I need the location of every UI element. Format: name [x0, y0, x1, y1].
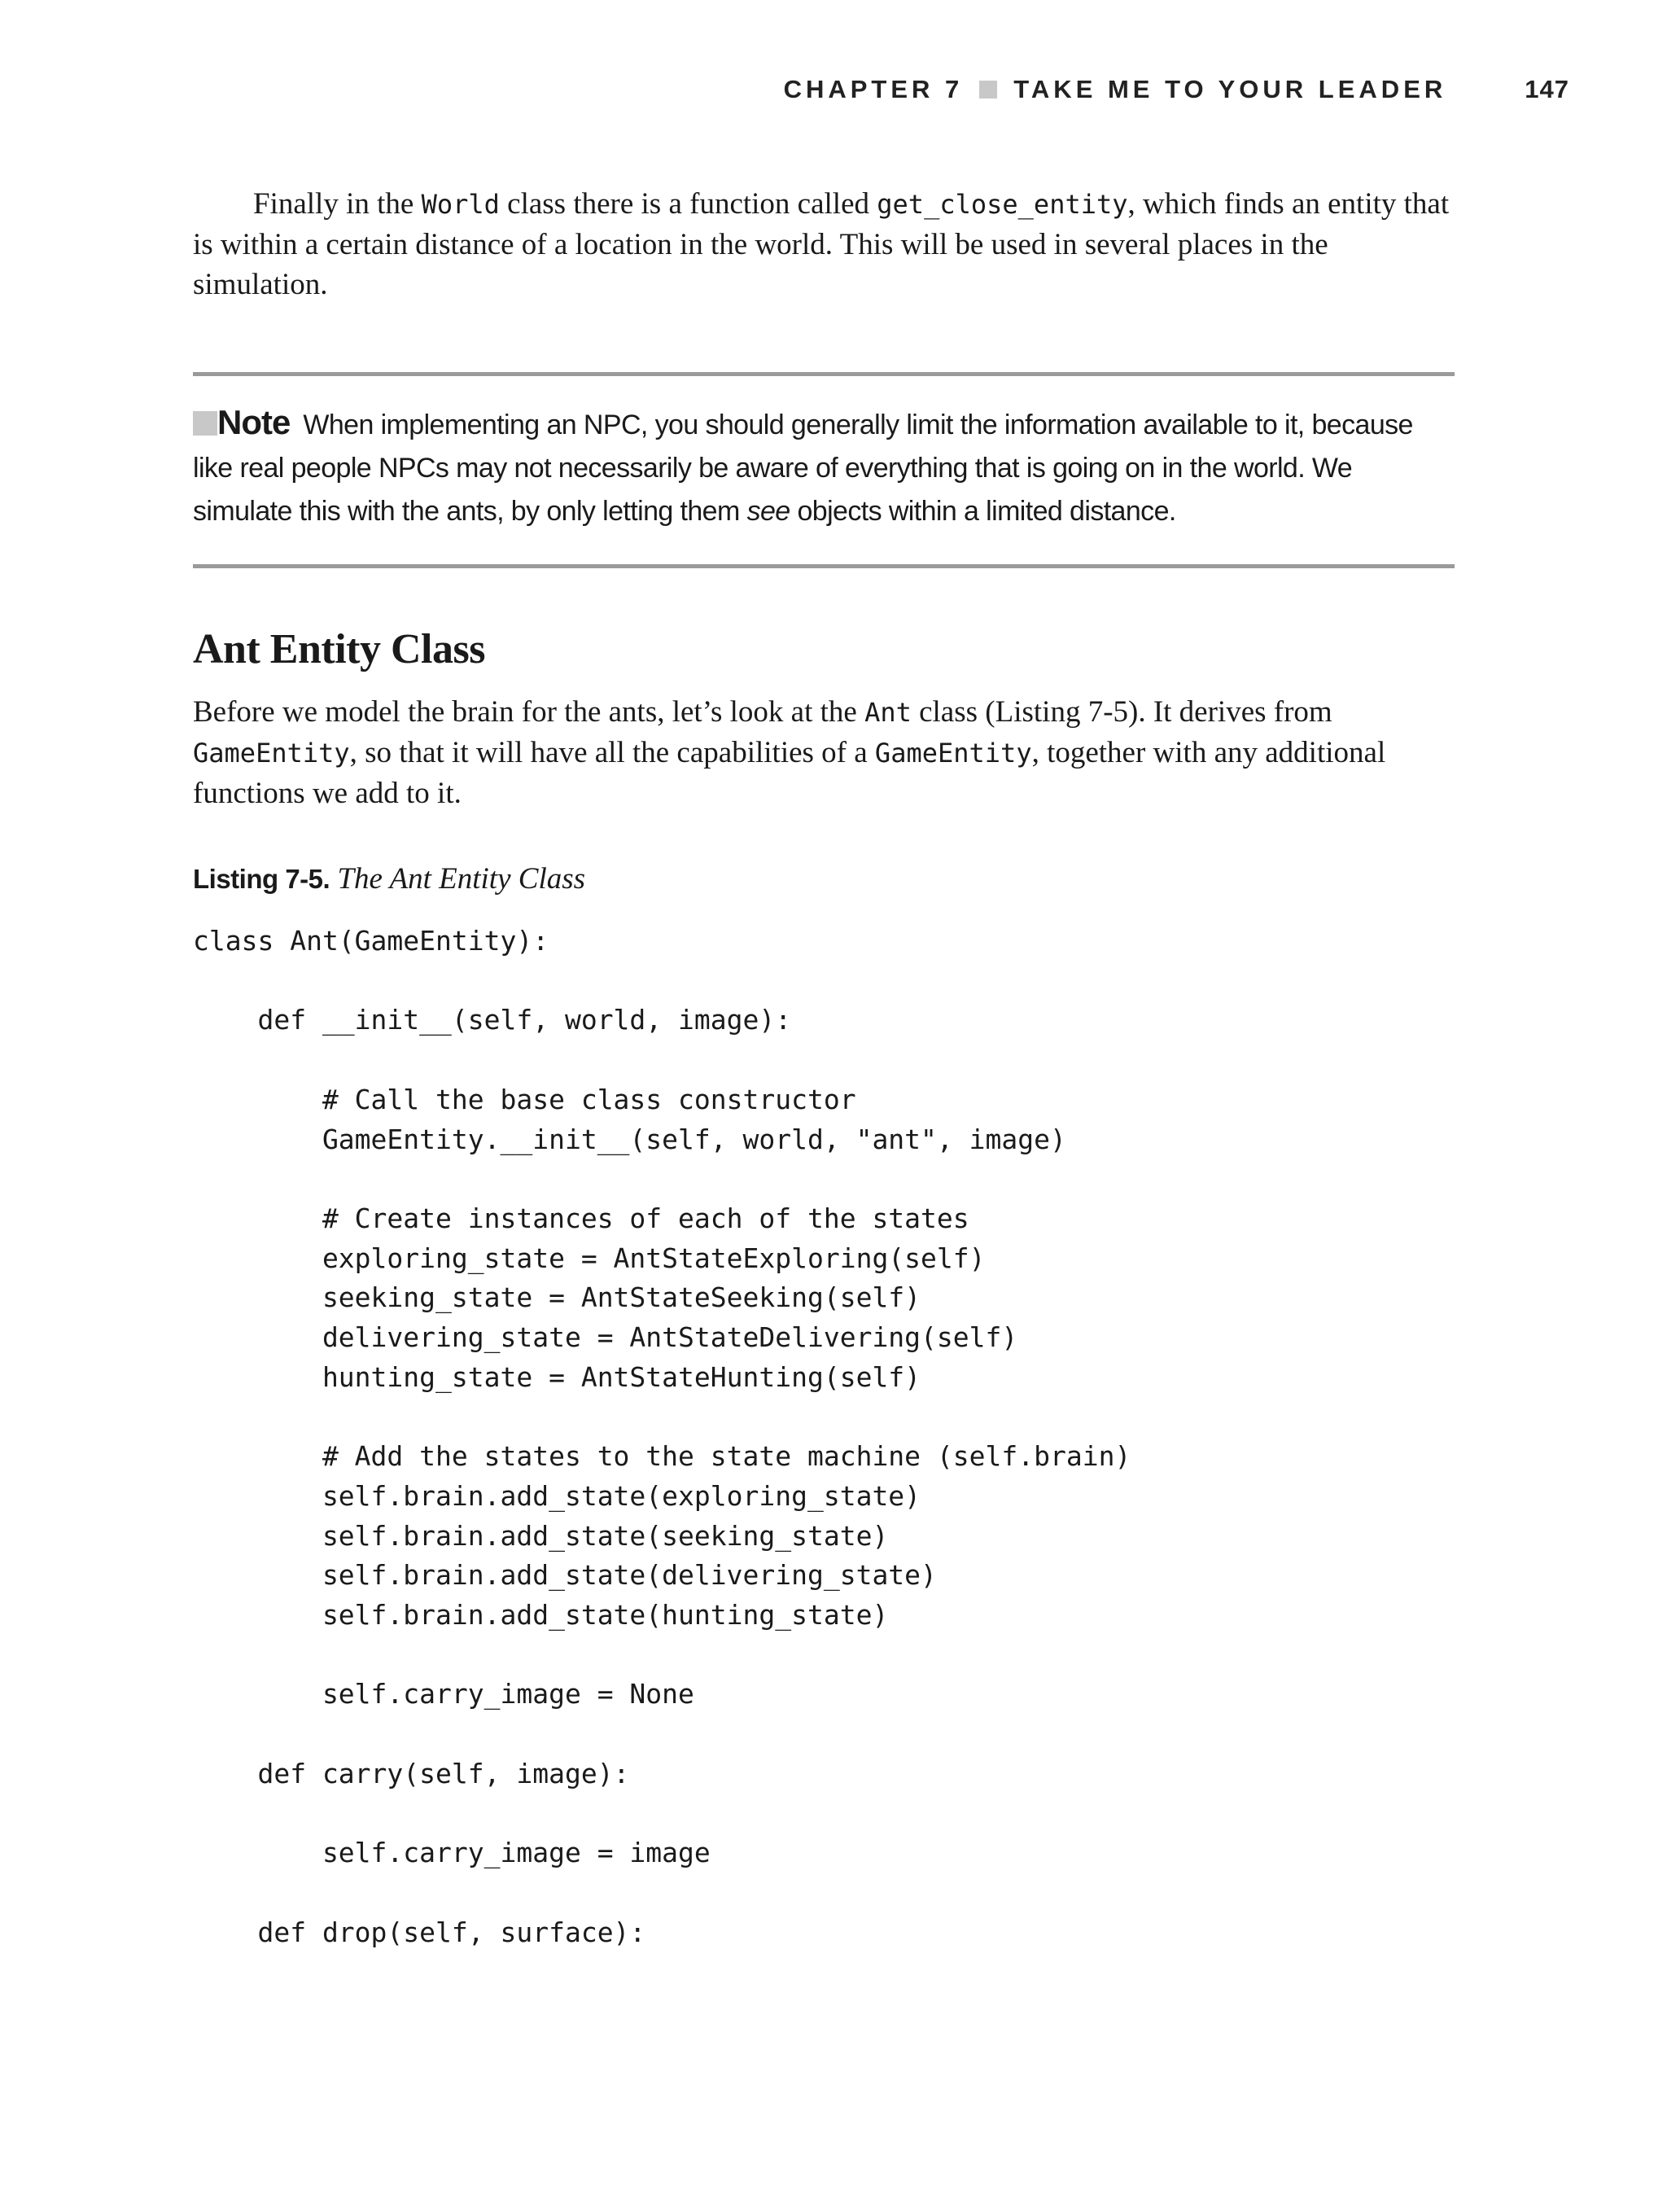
listing-caption — [193, 861, 585, 896]
text-run: class (Listing 7-5). It derives from — [911, 695, 1332, 729]
text-run: Finally in the — [253, 187, 422, 221]
inline-code: Ant — [864, 697, 912, 728]
note-box — [193, 372, 1455, 568]
page-number: 147 — [1525, 75, 1569, 103]
text-run: , so that it will have all the capabilities of a — [349, 736, 875, 769]
chapter-label: CHAPTER 7 — [783, 75, 964, 103]
note-emphasis: see — [746, 496, 790, 527]
listing-label: Listing 7-5. — [193, 864, 330, 894]
chapter-title: TAKE ME TO YOUR LEADER — [1013, 75, 1447, 103]
paragraph-intro — [193, 184, 1455, 304]
section-heading: Ant Entity Class — [193, 626, 485, 672]
inline-code: World — [421, 189, 500, 220]
note-text: objects within a limited distance. — [790, 496, 1176, 527]
running-head — [0, 75, 1569, 104]
text-run: , which finds an entity that is within a certain distance of a location in the world. This will be used in several places in the simulation. — [193, 187, 1450, 301]
text-run: , together with any additional functions we add to it. — [193, 736, 1386, 810]
text-run: Before we model the brain for the ants, let’s look at the — [193, 695, 865, 729]
inline-code: get_close_entity — [877, 189, 1128, 220]
note-square-icon — [193, 411, 217, 436]
note-label: Note — [217, 403, 291, 441]
paragraph-ant-class — [193, 692, 1455, 813]
listing-title: The Ant Entity Class — [337, 862, 586, 896]
separator-square-icon — [979, 81, 997, 99]
text-run: class there is a function called — [499, 187, 877, 221]
code-listing: class Ant(GameEntity): def __init__(self, world, image): # Call the base class constructor GameEntity.__init__(self, world, "ant", image) # Create instances of each of the states exploring_state = AntStateExploring(self) seeking_state = AntStateSeeking(self) delivering_state = AntStateDelivering(self) hunting_state = AntStateHunting(self) # Add the states to the state machine (self.brain) self.brain.add_state(exploring_state) self.brain.add_state(seeking_state) self.brain.add_state(delivering_state) self.brain.add_state(hunting_state) self.carry_image = None def carry(self, image): self.carry_image = image def drop(self, surface): — [193, 925, 1131, 1948]
inline-code: GameEntity — [874, 738, 1032, 769]
note-text: When implementing an NPC, you should generally limit the information available to it, because like real people NPCs may not necessarily be aware of everything that is going on in the world. We simulate this with the ants, by only letting them — [193, 410, 1413, 527]
inline-code: GameEntity — [193, 738, 350, 769]
